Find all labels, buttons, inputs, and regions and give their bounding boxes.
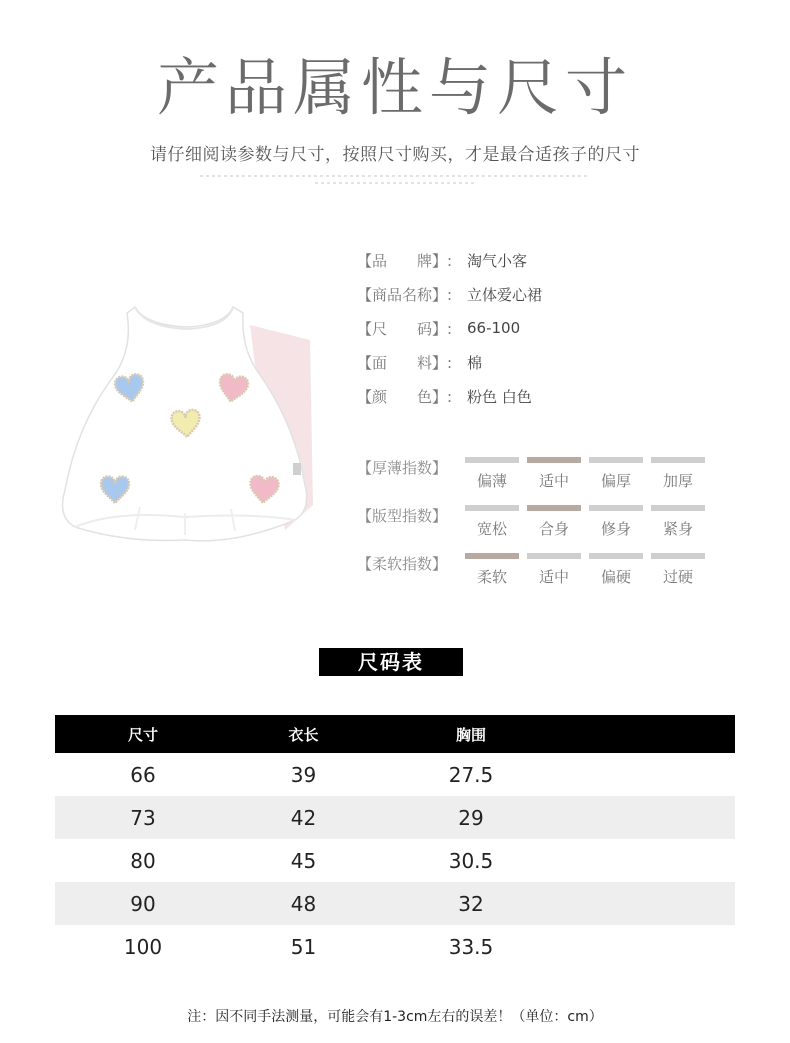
table-cell: 51 [290, 934, 317, 959]
attribute-value: 立体爱心裙 [467, 285, 543, 304]
index-option: 偏厚 [600, 472, 631, 490]
index-option: 修身 [600, 520, 631, 538]
index-option: 适中 [538, 472, 569, 490]
table-row [55, 925, 735, 968]
table-row [55, 796, 735, 839]
attribute-key: 【尺 码】: [357, 319, 453, 338]
column-header: 衣长 [288, 725, 319, 744]
index-bar [465, 505, 519, 511]
table-cell: 33.5 [448, 934, 494, 959]
attribute-row [357, 311, 542, 345]
attribute-row [357, 345, 542, 379]
index-option: 过硬 [662, 568, 693, 586]
table-cell: 73 [130, 805, 156, 830]
product-attributes [357, 243, 542, 413]
attribute-key: 【面 料】: [357, 353, 453, 372]
table-cell: 90 [130, 891, 156, 916]
page-subtitle: 请仔细阅读参数与尺寸，按照尺寸购买，才是最合适孩子的尺寸 [150, 145, 640, 165]
column-header: 胸围 [455, 725, 486, 744]
column-header: 尺寸 [127, 725, 158, 744]
index-bar [651, 553, 705, 559]
attribute-key: 【品 牌】: [357, 251, 453, 270]
table-cell: 32 [458, 891, 484, 916]
index-bar [589, 505, 643, 511]
table-cell: 45 [290, 848, 317, 873]
attribute-row [357, 379, 542, 413]
index-option: 适中 [538, 568, 569, 586]
table-header [55, 715, 735, 753]
page-title: 产品属性与尺寸 [156, 51, 633, 124]
index-bar-selected [527, 457, 581, 463]
table-row [55, 839, 735, 882]
index-option: 偏硬 [600, 568, 631, 586]
attribute-value: 66-100 [467, 319, 521, 337]
attribute-row [357, 277, 542, 311]
index-bar-selected [527, 505, 581, 511]
index-label: 【版型指数】 [357, 507, 448, 525]
index-bar [527, 553, 581, 559]
decorative-divider [315, 182, 475, 184]
index-bar [589, 457, 643, 463]
index-option: 柔软 [476, 568, 507, 586]
table-row [55, 753, 735, 796]
table-cell: 66 [130, 762, 156, 787]
index-option: 宽松 [476, 520, 507, 538]
table-cell: 100 [123, 934, 163, 959]
index-label: 【柔软指数】 [357, 555, 448, 573]
attribute-value: 棉 [467, 353, 483, 372]
index-label: 【厚薄指数】 [357, 459, 448, 477]
index-option: 合身 [538, 520, 569, 538]
product-photo [55, 295, 320, 555]
attribute-key: 【颜 色】: [357, 387, 453, 406]
table-row [55, 882, 735, 925]
attribute-value: 粉色 白色 [467, 387, 532, 406]
table-cell: 48 [290, 891, 317, 916]
size-chart-heading: 尺码表 [319, 648, 463, 676]
index-bar-selected [465, 553, 519, 559]
index-bar [589, 553, 643, 559]
table-cell: 27.5 [448, 762, 494, 787]
index-option: 紧身 [662, 520, 693, 538]
index-bar [651, 457, 705, 463]
decorative-divider [200, 175, 590, 177]
attribute-key: 【商品名称】: [357, 285, 453, 304]
measurement-note: 注：因不同手法测量，可能会有1-3cm左右的误差！（单位：cm） [187, 1009, 603, 1025]
table-cell: 30.5 [448, 848, 494, 873]
table-cell: 42 [290, 805, 317, 830]
size-table [55, 715, 735, 968]
index-option: 偏薄 [476, 472, 507, 490]
attribute-row [357, 243, 542, 277]
index-option: 加厚 [662, 472, 693, 490]
index-bar [651, 505, 705, 511]
table-cell: 39 [290, 762, 317, 787]
index-bar [465, 457, 519, 463]
attribute-value: 淘气小客 [467, 251, 528, 270]
table-cell: 29 [458, 805, 484, 830]
table-cell: 80 [130, 848, 156, 873]
